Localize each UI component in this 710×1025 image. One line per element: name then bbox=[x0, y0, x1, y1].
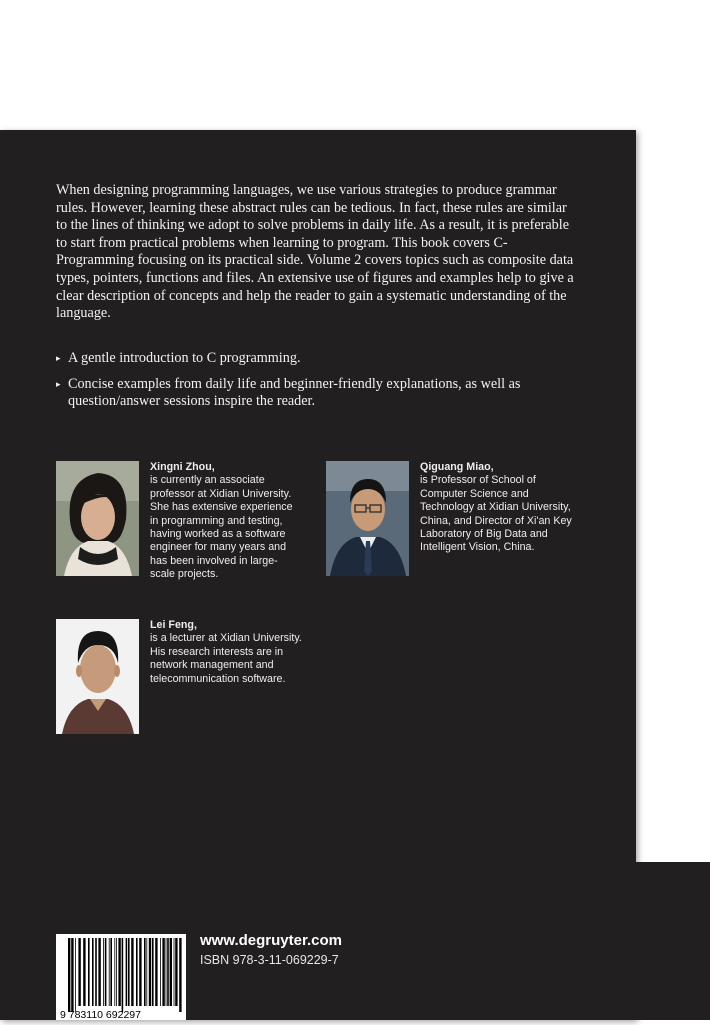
barcode-bar bbox=[179, 938, 181, 1012]
barcode-bar bbox=[144, 938, 146, 1006]
barcode-bar bbox=[88, 938, 90, 1006]
barcode-bars bbox=[56, 934, 186, 1020]
cover-edge-extension bbox=[636, 862, 710, 1020]
author-bio-qiguang-miao bbox=[420, 461, 582, 555]
barcode-bar bbox=[152, 938, 154, 1006]
barcode-bar bbox=[116, 938, 117, 1006]
book-description: When designing programming languages, we use various strategies to produce grammar rules. However, learning these abstract rules can be tedious. In fact, these rules are similar to the lines of thinking we adopt to solve problems in daily life. As a result, it is preferable to start from practical problems when learning to program. This book covers C-Programming focusing on its practical side. Volume 2 covers topics such as composite data types, pointers, functions and files. An extensive use of figures and examples help to give a clear description of concepts and help the reader to gain a systematic understanding of the language. bbox=[56, 182, 574, 322]
author-photo-xingni-zhou bbox=[56, 461, 139, 576]
barcode-bar bbox=[128, 938, 130, 1006]
isbn-number: ISBN 978-3-11-069229-7 bbox=[200, 953, 339, 967]
barcode-bar bbox=[139, 938, 141, 1006]
barcode-bar bbox=[98, 938, 100, 1006]
barcode-digits: 9 783110 692297 bbox=[60, 1009, 141, 1020]
barcode-bar bbox=[118, 938, 120, 1006]
barcode-bar bbox=[136, 938, 138, 1006]
author-bio-text: is currently an associate professor at Xidian University. She has extensive experience in programming and testing, having worked as a software engineer for many years and has been involved in large-scale projects. bbox=[150, 474, 293, 581]
barcode-bar bbox=[68, 938, 70, 1012]
barcode-bar bbox=[175, 938, 177, 1006]
feature-item bbox=[56, 376, 596, 411]
isbn-barcode bbox=[56, 934, 186, 1020]
barcode-bar bbox=[95, 938, 97, 1006]
barcode-bar bbox=[174, 938, 175, 1006]
feature-text: Concise examples from daily life and beginner-friendly explanations, as well as question/answer sessions inspire the reader. bbox=[68, 375, 521, 410]
barcode-bar bbox=[155, 938, 157, 1006]
barcode-bar bbox=[75, 938, 76, 1012]
barcode-bar bbox=[83, 938, 85, 1006]
feature-list bbox=[56, 350, 596, 419]
feature-text: A gentle introduction to C programming. bbox=[68, 350, 301, 366]
barcode-bar bbox=[146, 938, 147, 1006]
author-bio-lei-feng bbox=[150, 619, 302, 686]
triangle-bullet-icon: ▸ bbox=[56, 378, 61, 389]
barcode-bar bbox=[131, 938, 133, 1006]
barcode-bar bbox=[149, 938, 151, 1006]
barcode-bar bbox=[78, 938, 80, 1006]
author-bio-text: is a lecturer at Xidian University. His research interests are in network management and telecommunication software. bbox=[150, 632, 302, 685]
triangle-bullet-icon: ▸ bbox=[56, 353, 61, 363]
barcode-bar bbox=[105, 938, 107, 1006]
barcode-bar bbox=[162, 938, 164, 1006]
barcode-bar bbox=[92, 938, 94, 1006]
barcode-bar bbox=[160, 938, 161, 1006]
author-name: Qiguang Miao, bbox=[420, 461, 494, 473]
barcode-bar bbox=[166, 938, 167, 1006]
author-photo-qiguang-miao bbox=[326, 461, 409, 576]
barcode-bar bbox=[126, 938, 128, 1006]
barcode-bar bbox=[167, 938, 169, 1006]
barcode-bar bbox=[114, 938, 115, 1006]
publisher-website: www.degruyter.com bbox=[200, 932, 342, 949]
author-photo-lei-feng bbox=[56, 619, 139, 734]
barcode-bar bbox=[122, 938, 124, 1012]
barcode-bar bbox=[170, 938, 172, 1006]
author-bio-xingni-zhou bbox=[150, 461, 302, 582]
author-bio-text: is Professor of School of Computer Science and Technology at Xidian University, China, and Director of Xi'an Key Laboratory of Big Data and Intelligent Vision, China. bbox=[420, 474, 572, 554]
barcode-bar bbox=[103, 938, 104, 1006]
barcode-bar bbox=[109, 938, 110, 1006]
author-name: Xingni Zhou, bbox=[150, 461, 215, 473]
barcode-bar bbox=[110, 938, 112, 1006]
barcode-bar bbox=[71, 938, 73, 1012]
author-name: Lei Feng, bbox=[150, 619, 197, 631]
feature-item bbox=[56, 350, 596, 368]
